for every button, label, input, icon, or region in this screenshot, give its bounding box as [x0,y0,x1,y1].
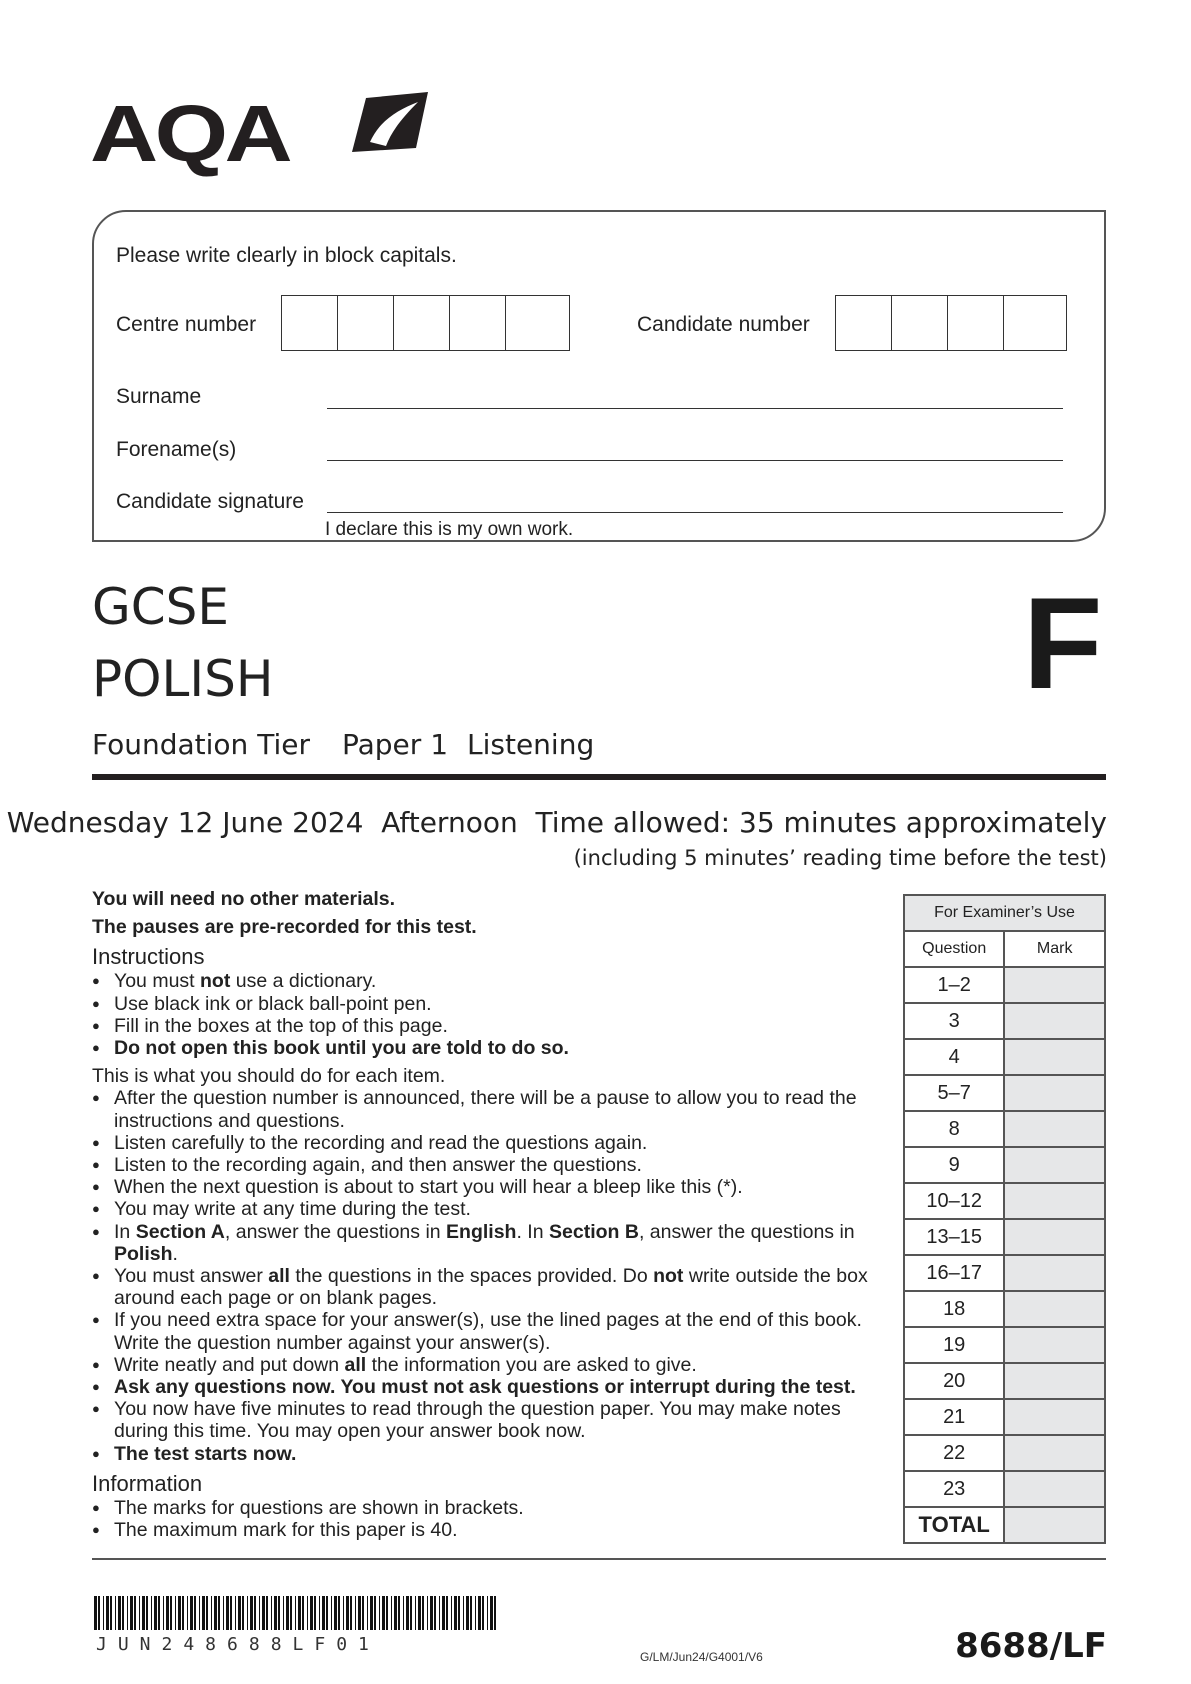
table-row [904,1471,1105,1507]
table-row [904,1399,1105,1435]
materials-note: You will need no other materials. [92,888,396,910]
list-item: ● The marks for questions are shown in brackets. [92,1497,892,1519]
candidate-number-label: Candidate number [637,313,810,336]
item-steps-list [92,1087,892,1464]
declaration-text: I declare this is my own work. [325,519,574,540]
mark-cell[interactable] [1004,1399,1105,1435]
surname-field[interactable] [327,408,1063,409]
question-number-cell: 18 [904,1291,1004,1327]
candidate-number-boxes[interactable] [835,295,1067,351]
table-row [904,1255,1105,1291]
table-row [904,1147,1105,1183]
each-item-note: This is what you should do for each item. [92,1065,446,1088]
table-row [904,967,1105,1003]
total-label: TOTAL [904,1507,1004,1543]
list-item: ● Listen carefully to the recording and read the questions again. [92,1132,892,1154]
list-item: ● The test starts now. [92,1443,892,1465]
mark-cell[interactable] [1004,1147,1105,1183]
mark-cell[interactable] [1004,1291,1105,1327]
logo-text: AQA [90,89,290,178]
aqa-logo [90,86,290,182]
mark-cell[interactable] [1004,1003,1105,1039]
tier-label: Foundation Tier [92,728,310,761]
table-row [904,1327,1105,1363]
paper-label: Paper 1 [342,728,449,761]
mark-cell[interactable] [1004,1255,1105,1291]
list-item: ● Fill in the boxes at the top of this page. [92,1015,892,1037]
list-item: ● When the next question is about to start you will hear a bleep like this (*). [92,1176,892,1198]
barcode [94,1596,498,1630]
question-number-cell: 16–17 [904,1255,1004,1291]
table-row [904,1111,1105,1147]
table-row [904,1039,1105,1075]
mark-cell[interactable] [1004,1075,1105,1111]
question-number-cell: 8 [904,1111,1004,1147]
list-item: ● Do not open this book until you are told to do so. [92,1037,892,1059]
mark-cell[interactable] [1004,967,1105,1003]
mark-cell[interactable] [1004,1327,1105,1363]
list-item: ● In Section A, answer the questions in English. In Section B, answer the questions in Polish. [92,1221,892,1265]
question-number-cell: 3 [904,1003,1004,1039]
signature-label: Candidate signature [116,490,304,513]
centre-number-boxes[interactable] [281,295,570,351]
list-item: ● You must not use a dictionary. [92,970,892,992]
column-header-question: Question [904,931,1004,967]
examiner-table-title: For Examiner’s Use [904,895,1105,931]
table-row [904,1435,1105,1471]
list-item: ● You must answer all the questions in the spaces provided. Do not write outside the box around each page or on blank pages. [92,1265,892,1309]
instructions-block [92,888,892,1541]
table-row [904,1363,1105,1399]
forename-field[interactable] [327,460,1063,461]
table-row [904,1075,1105,1111]
total-mark-cell[interactable] [1004,1507,1105,1543]
component-label: Listening [467,728,595,761]
question-number-cell: 19 [904,1327,1004,1363]
surname-label: Surname [116,385,202,408]
table-row [904,1219,1105,1255]
instructions-heading: Instructions [92,944,205,970]
mark-cell[interactable] [1004,1363,1105,1399]
list-item: ● Ask any questions now. You must not ask questions or interrupt during the test. [92,1376,892,1398]
list-item: ● You may write at any time during the test. [92,1198,892,1220]
column-header-mark: Mark [1004,931,1105,967]
barcode-text: JUN248688LF01 [96,1634,380,1655]
list-item: ● Use black ink or black ball-point pen. [92,993,892,1015]
mark-cell[interactable] [1004,1471,1105,1507]
session-line: Wednesday 12 June 2024 Afternoon Time allowed: 35 minutes approximately [6,806,1107,839]
title-divider [92,774,1106,780]
question-number-cell: 10–12 [904,1183,1004,1219]
qualification-title: GCSE [92,578,229,636]
mark-cell[interactable] [1004,1183,1105,1219]
mark-cell[interactable] [1004,1039,1105,1075]
list-item: ● After the question number is announced, there will be a pause to allow you to read the instructions and questions. [92,1087,892,1131]
paper-code: 8688/LF [955,1626,1107,1666]
subject-title: POLISH [92,650,274,708]
list-item: ● The maximum mark for this paper is 40. [92,1519,892,1541]
instructions-list [92,970,892,1059]
question-number-cell: 23 [904,1471,1004,1507]
table-row [904,1183,1105,1219]
paper-reference: G/LM/Jun24/G4001/V6 [640,1650,763,1664]
examiner-use-table [903,894,1106,1544]
mark-cell[interactable] [1004,1219,1105,1255]
question-number-cell: 1–2 [904,967,1004,1003]
question-number-cell: 22 [904,1435,1004,1471]
centre-number-label: Centre number [116,313,257,336]
question-number-cell: 20 [904,1363,1004,1399]
mark-cell[interactable] [1004,1111,1105,1147]
block-capitals-note: Please write clearly in block capitals. [116,244,457,267]
tier-letter: F [1023,570,1103,716]
table-row [904,1003,1105,1039]
list-item: ● Listen to the recording again, and then answer the questions. [92,1154,892,1176]
list-item: ● You now have five minutes to read through the question paper. You may make notes during this time. You may open your answer book now. [92,1398,892,1442]
table-row [904,1291,1105,1327]
leaf-icon [340,90,440,154]
list-item: ● Write neatly and put down all the information you are asked to give. [92,1354,892,1376]
question-number-cell: 4 [904,1039,1004,1075]
list-item: ● If you need extra space for your answer(s), use the lined pages at the end of this book. Write the question number against your answer(s). [92,1309,892,1353]
footer-divider [92,1558,1106,1560]
signature-field[interactable] [327,512,1063,513]
question-number-cell: 5–7 [904,1075,1004,1111]
mark-cell[interactable] [1004,1435,1105,1471]
question-number-cell: 13–15 [904,1219,1004,1255]
question-number-cell: 21 [904,1399,1004,1435]
question-number-cell: 9 [904,1147,1004,1183]
session-sub: (including 5 minutes’ reading time before the test) [573,846,1107,870]
information-list [92,1497,892,1541]
forename-label: Forename(s) [116,438,237,461]
information-heading: Information [92,1470,203,1496]
pauses-note: The pauses are pre-recorded for this test. [92,916,477,939]
